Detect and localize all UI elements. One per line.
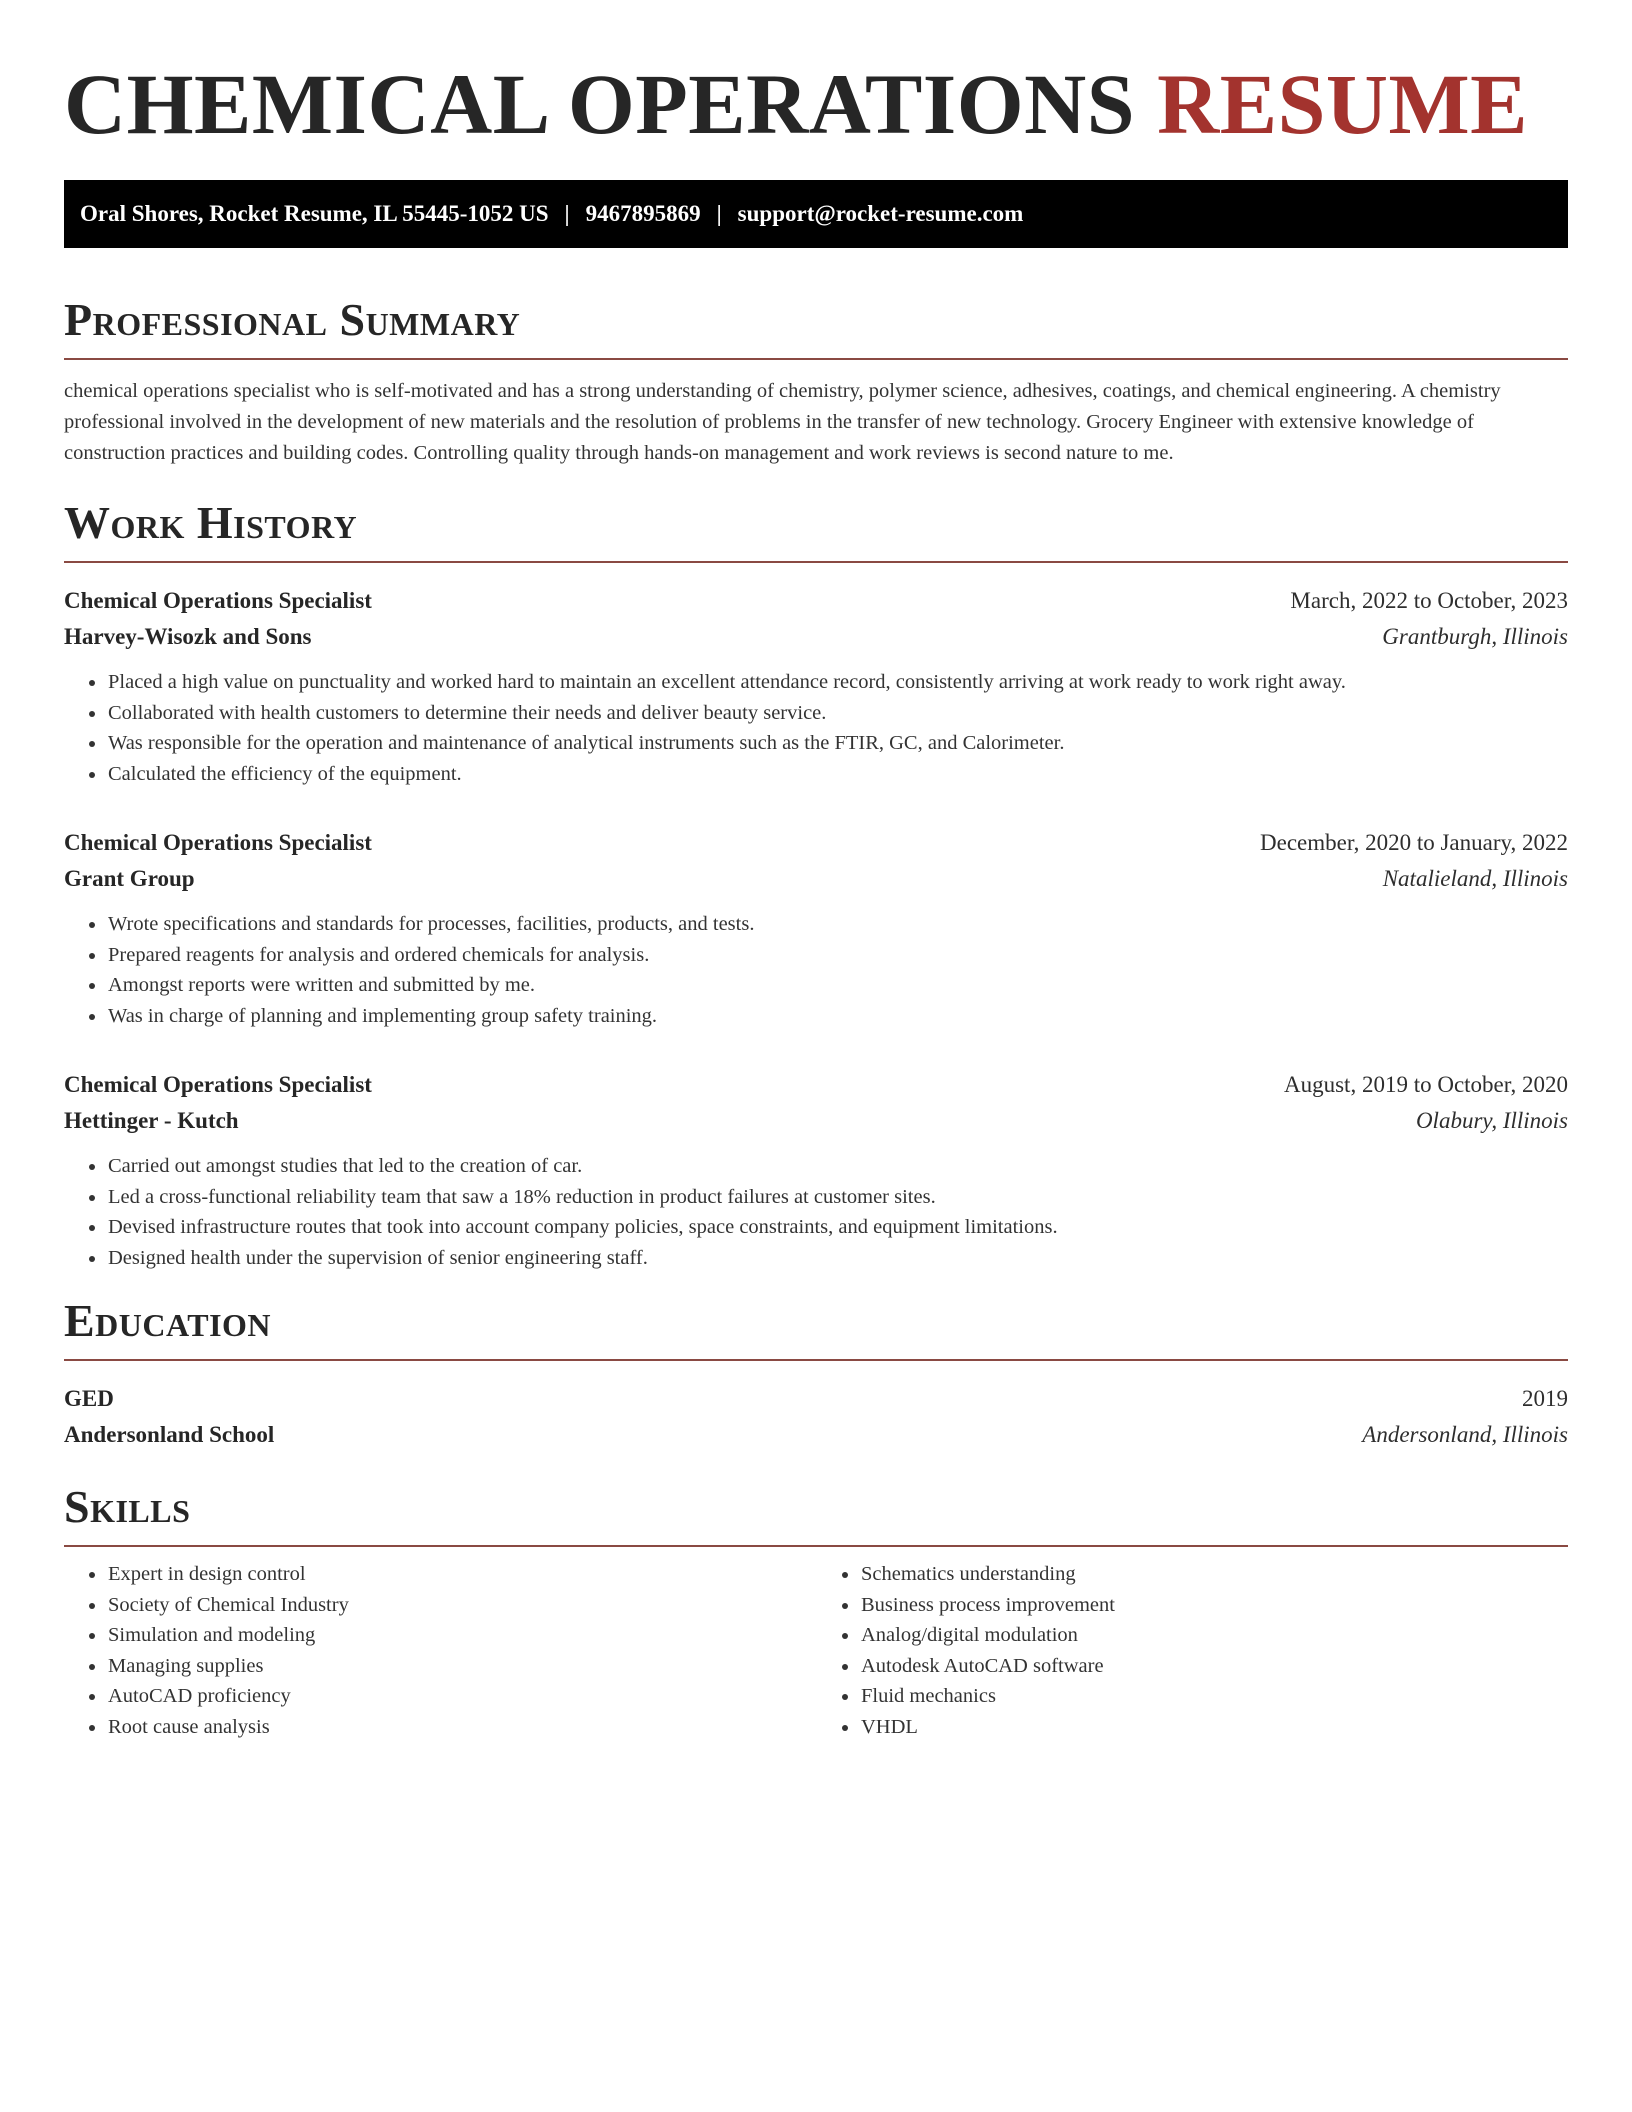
skills-heading: Skills (64, 1481, 1568, 1547)
work-history-heading: Work History (64, 497, 1568, 563)
job-header-row (64, 1067, 1568, 1103)
job-bullet: • Prepared reagents for analysis and ordered chemicals for analysis. (107, 940, 1568, 971)
skill-item: • Simulation and modeling (107, 1620, 816, 1651)
education-degree-row (64, 1381, 1568, 1417)
education-school-row (64, 1417, 1568, 1453)
education-year: 2019 (1522, 1386, 1568, 1411)
job-entry (64, 583, 1568, 789)
job-bullet: • Placed a high value on punctuality and worked hard to maintain an excellent attendance record, consistently arriving at work ready to work right away. (107, 667, 1568, 698)
job-bullets (64, 1151, 1568, 1273)
contact-separator: | (716, 201, 722, 226)
job-bullet: • Carried out amongst studies that led to the creation of car. (107, 1151, 1568, 1182)
job-location: Grantburgh, Illinois (1382, 624, 1568, 649)
education-location: Andersonland, Illinois (1362, 1422, 1568, 1447)
education-school: Andersonland School (64, 1422, 275, 1447)
resume-title (64, 58, 1568, 150)
contact-separator: | (564, 201, 570, 226)
job-dates: March, 2022 to October, 2023 (1290, 588, 1568, 613)
job-title: Chemical Operations Specialist (64, 1072, 372, 1097)
skill-item: • Business process improvement (860, 1590, 1568, 1621)
job-company-row (64, 619, 1568, 655)
job-bullet: • Calculated the efficiency of the equipment. (107, 759, 1568, 790)
job-company: Hettinger - Kutch (64, 1108, 239, 1133)
job-dates: December, 2020 to January, 2022 (1260, 830, 1568, 855)
job-bullet: • Was in charge of planning and implementing group safety training. (107, 1001, 1568, 1032)
job-bullet: • Devised infrastructure routes that took into account company policies, space constraints, and equipment limitations. (107, 1212, 1568, 1243)
skill-item: • Managing supplies (107, 1651, 816, 1682)
skills-list-left (64, 1559, 816, 1742)
contact-phone: 9467895869 (585, 201, 701, 226)
skill-item: • Fluid mechanics (860, 1681, 1568, 1712)
skill-item: • Analog/digital modulation (860, 1620, 1568, 1651)
skill-item: • Expert in design control (107, 1559, 816, 1590)
job-header-row (64, 825, 1568, 861)
education-heading: Education (64, 1295, 1568, 1361)
job-bullets (64, 667, 1568, 789)
contact-address: Oral Shores, Rocket Resume, IL 55445-1052 US (80, 201, 549, 226)
job-title: Chemical Operations Specialist (64, 830, 372, 855)
contact-email: support@rocket-resume.com (737, 201, 1024, 226)
contact-bar (64, 180, 1568, 248)
education-degree: GED (64, 1386, 114, 1411)
skill-item: • Society of Chemical Industry (107, 1590, 816, 1621)
job-company: Grant Group (64, 866, 195, 891)
job-company: Harvey-Wisozk and Sons (64, 624, 312, 649)
job-bullet: • Was responsible for the operation and maintenance of analytical instruments such as the FTIR, GC, and Calorimeter. (107, 728, 1568, 759)
job-company-row (64, 1103, 1568, 1139)
job-bullet: • Wrote specifications and standards for processes, facilities, products, and tests. (107, 909, 1568, 940)
title-main: CHEMICAL OPERATIONS (64, 56, 1136, 152)
skill-item: • Autodesk AutoCAD software (860, 1651, 1568, 1682)
job-bullet: • Collaborated with health customers to determine their needs and deliver beauty service. (107, 698, 1568, 729)
job-bullet: • Designed health under the supervision of senior engineering staff. (107, 1243, 1568, 1274)
job-title: Chemical Operations Specialist (64, 588, 372, 613)
job-header-row (64, 583, 1568, 619)
job-location: Olabury, Illinois (1415, 1108, 1568, 1133)
skills-columns (64, 1559, 1568, 1742)
job-dates: August, 2019 to October, 2020 (1284, 1072, 1568, 1097)
job-entry (64, 1067, 1568, 1273)
title-accent: RESUME (1157, 56, 1529, 152)
job-company-row (64, 861, 1568, 897)
skills-list-right (816, 1559, 1568, 1742)
skill-item: • Root cause analysis (107, 1712, 816, 1743)
job-bullets (64, 909, 1568, 1031)
summary-heading: Professional Summary (64, 294, 1568, 360)
job-bullet: • Led a cross-functional reliability team that saw a 18% reduction in product failures at customer sites. (107, 1182, 1568, 1213)
education-entry (64, 1381, 1568, 1453)
skill-item: • AutoCAD proficiency (107, 1681, 816, 1712)
job-location: Natalieland, Illinois (1382, 866, 1568, 891)
job-entry (64, 825, 1568, 1031)
job-bullet: • Amongst reports were written and submitted by me. (107, 970, 1568, 1001)
summary-text: chemical operations specialist who is self-motivated and has a strong understanding of chemistry, polymer science, adhesives, coatings, and chemical engineering. A chemistry professional involved in the development of new materials and the resolution of problems in the transfer of new technology. Grocery Engineer with extensive knowledge of construction practices and building codes. Controlling quality through hands-on management and work reviews is second nature to me. (64, 380, 1501, 464)
skill-item: • VHDL (860, 1712, 1568, 1743)
skill-item: • Schematics understanding (860, 1559, 1568, 1590)
